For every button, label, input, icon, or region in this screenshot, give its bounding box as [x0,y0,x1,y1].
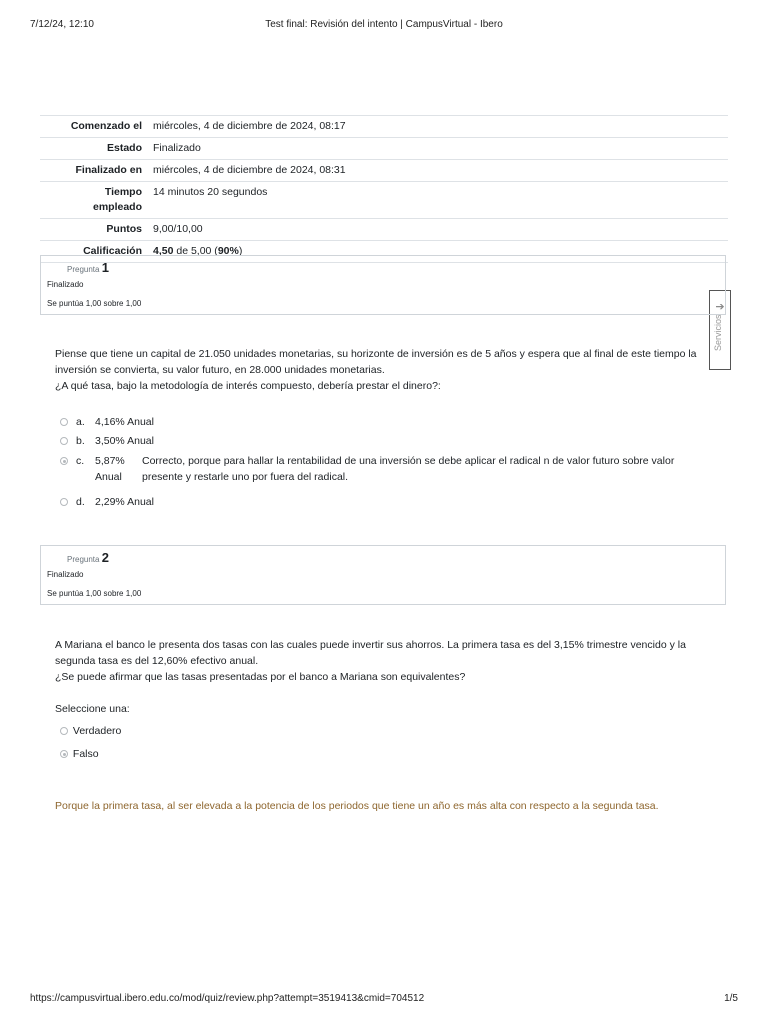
question-1-statement: Piense que tiene un capital de 21.050 unidades monetarias, su horizonte de inversión es de 5 años y espera que al final de este tiempo la inversión se convierta, su valor futuro, en 28.000 unidades monetarias. [55,348,697,376]
question-grade: Se puntúa 1,00 sobre 1,00 [47,589,142,598]
time-label [40,182,147,219]
points-label: Puntos [106,223,142,235]
question-state: Finalizado [47,280,84,289]
finished-value: miércoles, 4 de diciembre de 2024, 08:31 [153,164,346,176]
grade-score: 4,50 [153,245,174,257]
option-text: 2,29% Anual [95,496,154,508]
option-feedback: Correcto, porque para hallar la rentabilidad de una inversión se debe aplicar el radical n de valor futuro sobre valor presente y restarle uno por fuera del radical. [142,455,675,483]
question-2-prompt: ¿Se puede afirmar que las tasas presentadas por el banco a Mariana son equivalentes? [55,671,466,683]
option-letter: a. [76,416,85,428]
option-text: 4,16% Anual [95,416,154,428]
option-text: 3,50% Anual [95,435,154,447]
option-text-line-2: Anual [95,471,122,483]
time-value: 14 minutos 20 segundos [153,186,268,198]
select-one-prompt: Seleccione una: [55,703,130,715]
summary-row-finished [40,160,728,182]
grade-label: Calificación [83,245,142,257]
print-page-number: 1/5 [724,993,738,1004]
radio-checked-icon[interactable] [60,750,68,758]
question-2-text [55,637,705,685]
print-page-title: Test final: Revisión del intento | CampusVirtual - Ibero [265,19,503,30]
radio-unchecked-icon[interactable] [60,498,68,506]
question-state: Finalizado [47,570,84,579]
radio-unchecked-icon[interactable] [60,418,68,426]
summary-row-state [40,138,728,160]
grade-percent: 90% [217,245,239,257]
time-label-line-1: Tiempo [104,186,142,198]
option-letter: c. [76,455,85,467]
summary-row-points [40,219,728,241]
print-url: https://campusvirtual.ibero.edu.co/mod/quiz/review.php?attempt=3519413&cmid=704512 [30,993,425,1004]
option-letter: d. [76,496,85,508]
radio-unchecked-icon[interactable] [60,437,68,445]
state-label: Estado [106,142,142,154]
question-grade: Se puntúa 1,00 sobre 1,00 [47,299,142,308]
radio-unchecked-icon[interactable] [60,727,68,735]
question-2-statement: A Mariana el banco le presenta dos tasas con las cuales puede invertir sus ahorros. La primera tasa es del 3,15% trimestre vencido y la segunda tasa es del 12,60% efectivo anual. [55,639,686,667]
option-letter: b. [76,435,85,447]
question-number [67,260,109,275]
answer-option-verdadero[interactable] [60,723,121,739]
started-value: miércoles, 4 de diciembre de 2024, 08:17 [153,120,346,132]
answer-option-b[interactable] [60,433,154,449]
option-text: Falso [72,748,99,760]
services-tab-label: Servicios [713,314,723,351]
print-datetime: 7/12/24, 12:10 [30,19,94,30]
question-number-value: 1 [101,260,109,275]
option-text: Verdadero [72,725,122,737]
finished-label: Finalizado en [75,164,142,176]
question-1-info [40,255,726,315]
summary-row-started [40,116,728,138]
option-text-line-1: 5,87% [95,455,125,467]
radio-checked-icon[interactable] [60,457,68,465]
state-value: Finalizado [153,142,201,154]
grade-close-paren: ) [238,245,243,257]
grade-of-text: de 5,00 ( [173,245,218,257]
started-label: Comenzado el [70,120,142,132]
question-2-feedback: Porque la primera tasa, al ser elevada a la potencia de los periodos que tiene un año es más alta con respecto a la segunda tasa. [55,800,659,812]
points-value: 9,00/10,00 [153,223,203,235]
question-label: Pregunta [67,265,100,274]
option-text [95,453,125,485]
question-number-value: 2 [101,550,109,565]
question-number [67,550,109,565]
question-2-info [40,545,726,605]
answer-option-a[interactable] [60,414,154,430]
time-label-line-2: empleado [92,201,142,213]
question-1-prompt: ¿A qué tasa, bajo la metodología de interés compuesto, debería prestar el dinero?: [55,380,441,392]
question-label: Pregunta [67,555,100,564]
question-1-text [55,346,705,394]
answer-option-d[interactable] [60,494,154,510]
arrow-right-icon: ➔ [715,301,725,313]
summary-row-time [40,182,728,219]
answer-option-falso[interactable] [60,746,99,762]
answer-option-c[interactable] [60,453,675,483]
attempt-summary-table [40,115,728,263]
